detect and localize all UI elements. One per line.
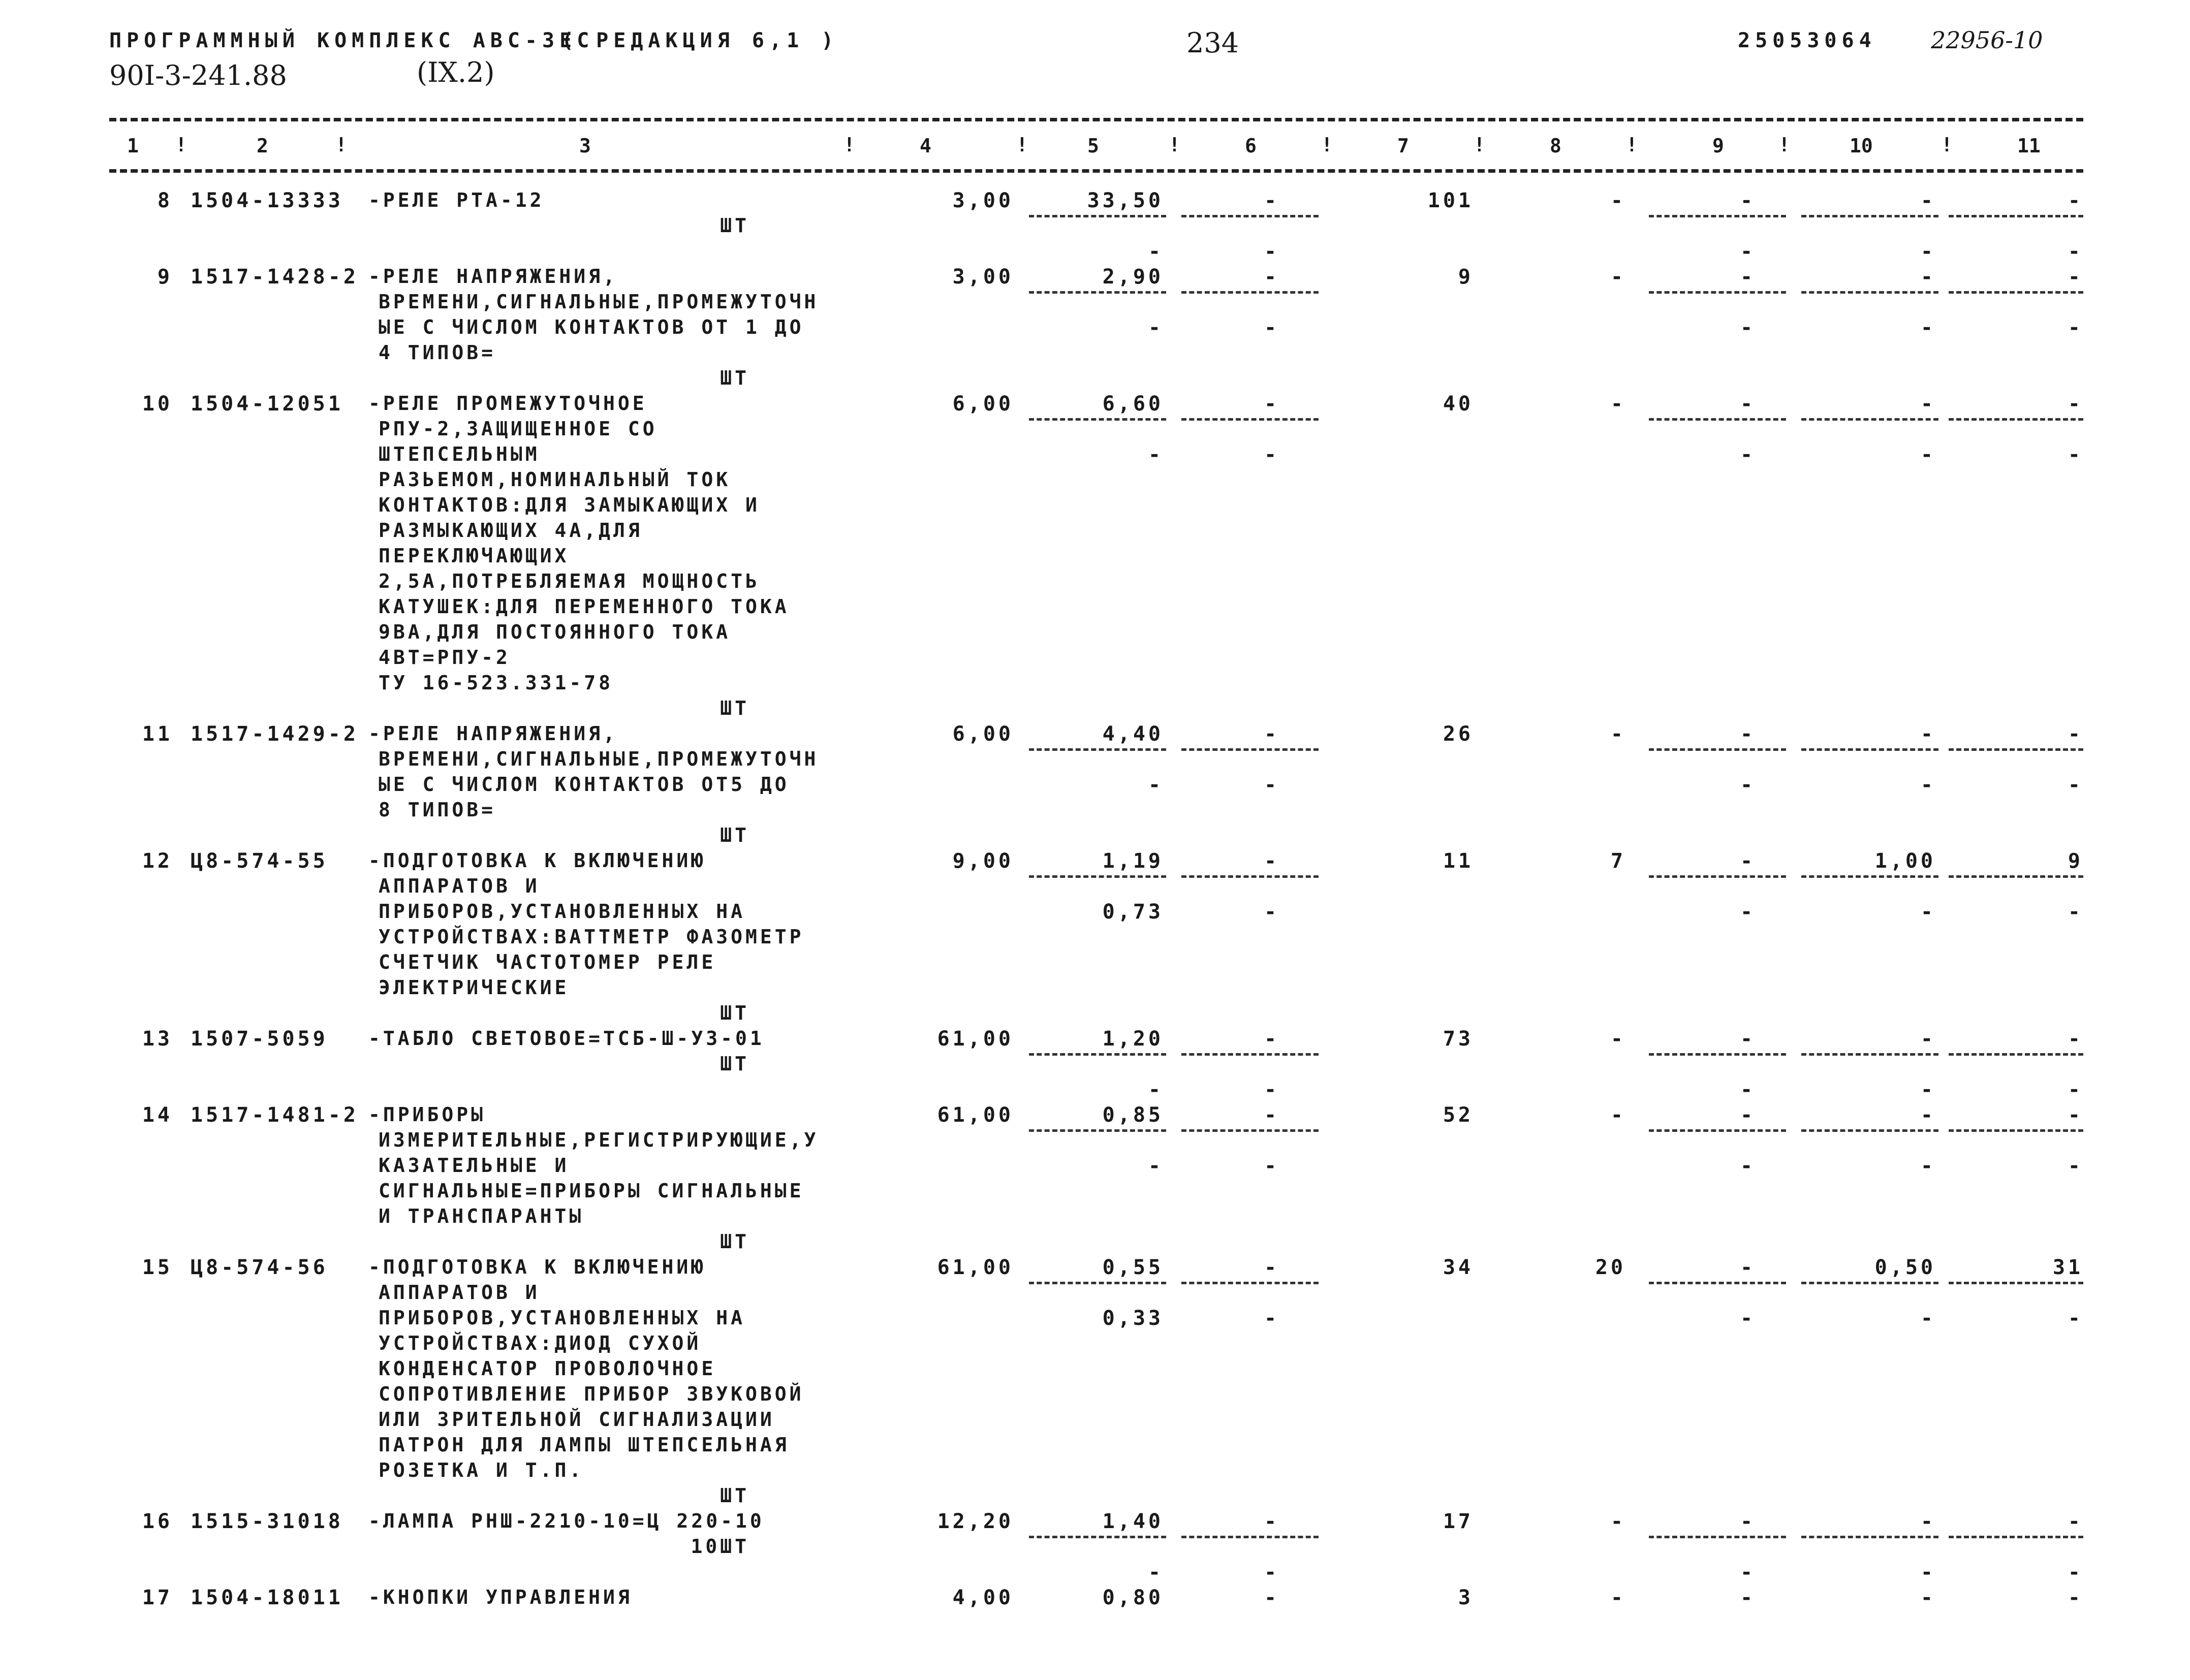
row-number: 11 [142,722,173,746]
row-col9-value: - [1740,1027,1756,1051]
row-code: Ц8-574-55 [191,849,328,873]
col6-separator [1181,1129,1319,1132]
row-col9-value: - [1740,849,1756,873]
row-description-line: ЭЛЕКТРИЧЕСКИЕ [379,976,570,999]
column-header-10: 10 [1850,135,1873,157]
row-col9-sub-value: - [1740,240,1756,263]
row-col5-sub-value: - [1148,240,1164,263]
row-col8-value: 7 [1610,849,1626,873]
col11-separator [1949,1053,2083,1056]
row-col6-value: - [1264,1027,1280,1051]
row-col11-value: - [2068,392,2083,416]
col10-separator [1801,1536,1938,1538]
row-description-line: РАЗМЫКАЮЩИХ 4А,ДЛЯ [379,519,643,542]
row-col5-sub-value: 0,73 [1102,900,1164,924]
row-col5-sub-value: - [1148,1078,1164,1101]
row-description-line: -РЕЛЕ НАПРЯЖЕНИЯ, [368,265,618,288]
col9-separator [1649,875,1786,878]
row-col5-sub-value: 0,33 [1102,1307,1164,1330]
row-description-line: ПАТРОН ДЛЯ ЛАМПЫ ШТЕПСЕЛЬНАЯ [379,1434,790,1456]
row-col9-sub-value: - [1740,443,1756,466]
row-col5-value: 2,90 [1102,265,1164,289]
row-col5-sub-value: - [1148,316,1164,339]
row-col10-sub-value: - [1920,316,1936,339]
col11-separator [1949,291,2083,294]
row-col6-sub-value: - [1264,1561,1280,1584]
col5-separator [1029,1536,1166,1538]
row-col5-value: 0,80 [1102,1586,1164,1609]
row-col7-value: 11 [1443,849,1474,873]
row-quantity: 61,00 [937,1256,1014,1279]
row-col5-sub-value: - [1148,1561,1164,1584]
row-col5-value: 6,60 [1102,392,1164,416]
row-description-line: ПРИБОРОВ,УСТАНОВЛЕННЫХ НА [379,1307,745,1329]
row-col10-value: 1,00 [1874,849,1936,873]
col6-separator [1181,1282,1319,1284]
row-description-line: -ПОДГОТОВКА К ВКЛЮЧЕНИЮ [368,1256,706,1278]
col11-separator [1949,1282,2083,1284]
col5-separator [1029,1129,1166,1132]
row-col5-sub-value: - [1148,1154,1164,1178]
row-description-line: КАТУШЕК:ДЛЯ ПЕРЕМЕННОГО ТОКА [379,595,790,618]
row-col10-value: - [1920,392,1936,416]
row-col7-value: 9 [1458,265,1474,289]
row-col11-value: - [2068,189,2083,212]
row-col5-sub-value: - [1148,773,1164,797]
row-description-line: УСТРОЙСТВАХ:ДИОД СУХОЙ [379,1332,702,1354]
row-col10-sub-value: - [1920,773,1936,797]
row-col11-sub-value: - [2068,240,2083,263]
col9-separator [1649,1536,1786,1538]
col10-separator [1801,215,1938,217]
row-description-line: ВРЕМЕНИ,СИГНАЛЬНЫЕ,ПРОМЕЖУТОЧН [379,748,819,770]
row-col5-value: 1,20 [1102,1027,1164,1051]
col5-separator [1029,1282,1166,1284]
row-quantity: 4,00 [952,1586,1014,1609]
row-unit: ШТ [720,824,749,846]
col6-separator [1181,291,1319,294]
row-description-line: 9ВА,ДЛЯ ПОСТОЯННОГО ТОКА [379,621,731,643]
row-col11-sub-value: - [2068,1154,2083,1178]
row-number: 14 [142,1103,173,1127]
row-col11-value: - [2068,722,2083,746]
row-col9-sub-value: - [1740,1154,1756,1178]
row-col7-value: 40 [1443,392,1474,416]
row-col9-value: - [1740,1256,1756,1279]
row-col5-value: 4,40 [1102,722,1164,746]
column-header-11: 11 [2017,135,2041,157]
row-description-line: ПЕРЕКЛЮЧАЮЩИХ [379,545,570,567]
row-col6-value: - [1264,849,1280,873]
row-code: 1515-31018 [191,1510,343,1533]
row-description-line: ЫЕ С ЧИСЛОМ КОНТАКТОВ ОТ 1 ДО [379,316,804,338]
row-unit: ШТ [720,1053,749,1075]
row-col10-value: - [1920,1103,1936,1127]
row-description-line: ИЗМЕРИТЕЛЬНЫЕ,РЕГИСТРИРУЮЩИЕ,У [379,1129,819,1151]
col6-separator [1181,215,1319,217]
row-code: 1507-5059 [191,1027,328,1051]
col5-separator [1029,875,1166,878]
row-col10-sub-value: - [1920,240,1936,263]
document-page: ПРОГРАММНЫЙ КОМПЛЕКС АВС-3ЕС ( РЕДАКЦИЯ 6,1 ) 234 25053064 22956-10 90I-3-241.88 (IX.2) 1 2 3 4 5 6 7 8 9 10 11 ! ! ! ! ! ! ! ! ! ! 8 1504-13333 -РЕЛЕ РТА-12 ШТ 3,00 33,50 - 101 - - - - - - - - - 9 1517-1428-2 -РЕЛЕ НАПРЯЖЕНИЯ, ВРЕМЕНИ,СИГНАЛЬНЫЕ,ПРОМЕЖУТОЧН ЫЕ С ЧИСЛОМ КОНТАКТОВ ОТ 1 ДО 4 ТИПОВ= ШТ 3,00 2,90 - 9 - - - - - - - - - 10 1504-12051 -РЕЛЕ ПРОМЕЖУТОЧНОЕ РПУ-2,ЗАЩИЩЕННОЕ СО ШТЕПСЕЛЬНЫМ РАЗЬЕМОМ,НОМИНАЛЬНЫЙ ТОК КОНТАКТОВ:ДЛЯ ЗАМЫКАЮЩИХ И РАЗМЫКАЮЩИХ 4А,ДЛЯ ПЕРЕКЛЮЧАЮЩИХ 2,5А,ПОТРЕБЛЯЕМАЯ МОЩНОСТЬ КАТУШЕК:ДЛЯ ПЕРЕМЕННОГО ТОКА 9ВА,ДЛЯ ПОСТОЯННОГО ТОКА 4ВТ=РПУ-2 ТУ 16-523.331-78 ШТ 6,00 6,60 - 40 - - - - - - - - - 11 1517-1429-2 -РЕЛЕ НАПРЯЖЕНИЯ, ВРЕМЕНИ,СИГНАЛЬНЫЕ,ПРОМЕЖУТОЧН ЫЕ С ЧИСЛОМ КОНТАКТОВ ОТ5 ДО 8 ТИПОВ= ШТ 6,00 4,40 - 26 - - - - - - - - - 12 Ц8-574-55 -ПОДГОТОВКА К ВКЛЮЧЕНИЮ АППАРАТОВ И ПРИБОРОВ,УСТАНОВЛЕННЫХ НА УСТРОЙСТВАХ:ВАТТМЕТР ФАЗОМЕТР СЧЕТЧИК ЧАСТОТОМЕР РЕЛЕ ЭЛЕКТРИЧЕСКИЕ ШТ 9,00 1,19 - 11 7 - 1,00 9 0,73 - - - - 13 1507-5059 -ТАБЛО СВЕТОВОЕ=ТСБ-Ш-У3-01 ШТ 61,00 1,20 - 73 - - - - - - - - - 14 1517-1481-2 -ПРИБОРЫ ИЗМЕРИТЕЛЬНЫЕ,РЕГИСТРИРУЮЩИЕ,У КАЗАТЕЛЬНЫЕ И СИГНАЛЬНЫЕ=ПРИБОРЫ СИГНАЛЬНЫЕ И ТРАНСПАРАНТЫ ШТ 61,00 0,85 - 52 - - - - - - - - - 15 Ц8-574-56 -ПОДГОТОВКА К ВКЛЮЧЕНИЮ АППАРАТОВ И ПРИБОРОВ,УСТАНОВЛЕННЫХ НА УСТРОЙСТВАХ:ДИОД СУХОЙ КОНДЕНСАТОР ПРОВОЛОЧНОЕ СОПРОТИВЛЕНИЕ ПРИБОР ЗВУКОВОЙ ИЛИ ЗРИТЕЛЬНОЙ СИГНАЛИЗАЦИИ ПАТРОН ДЛЯ ЛАМПЫ ШТЕПСЕЛЬНАЯ РОЗЕТКА И Т.П. ШТ 61,00 0,55 - 34 20 - 0,50 31 0,33 - - - - 16 1515-31018 -ЛАМПА РНШ-2210-10=Ц 220-10 10ШТ 12,20 1,40 - 17 - - - - - - - - - 17 1504-18011 -КНОПКИ УПРАВЛЕНИЯ 4,00 0,80 - 3 - - - - [109,26,2083,1609]
row-description-line: СЧЕТЧИК ЧАСТОТОМЕР РЕЛЕ [379,951,716,973]
row-col8-value: - [1610,722,1626,746]
edition-label: ( РЕДАКЦИЯ 6,1 ) [561,29,839,52]
row-description-line: СОПРОТИВЛЕНИЕ ПРИБОР ЗВУКОВОЙ [379,1383,804,1405]
row-unit: ШТ [720,367,749,389]
col11-separator [1949,1129,2083,1132]
row-col6-value: - [1264,1256,1280,1279]
col9-separator [1649,1053,1786,1056]
row-number: 13 [142,1027,173,1051]
row-col6-sub-value: - [1264,1154,1280,1178]
row-col11-sub-value: - [2068,316,2083,339]
row-description-line: 8 ТИПОВ= [379,799,496,821]
col10-separator [1801,875,1938,878]
row-description-line: -ЛАМПА РНШ-2210-10=Ц 220-10 [368,1510,765,1532]
col10-separator [1801,418,1938,421]
row-col5-sub-value: - [1148,443,1164,466]
row-col6-sub-value: - [1264,316,1280,339]
col10-separator [1801,291,1938,294]
row-col5-value: 0,55 [1102,1256,1164,1279]
row-number: 12 [142,849,173,873]
col9-separator [1649,291,1786,294]
column-header-8: 8 [1550,135,1561,157]
row-col8-value: - [1610,1027,1626,1051]
row-col11-value: - [2068,1103,2083,1127]
row-description-line: -ПОДГОТОВКА К ВКЛЮЧЕНИЮ [368,849,706,872]
col10-separator [1801,1129,1938,1132]
document-code: 25053064 [1738,29,1876,52]
row-col10-sub-value: - [1920,1154,1936,1178]
row-col11-value: 31 [2052,1256,2083,1279]
row-col6-sub-value: - [1264,773,1280,797]
row-number: 16 [142,1510,173,1533]
column-header-5: 5 [1087,135,1099,157]
col9-separator [1649,1282,1786,1284]
document-number: 22956-10 [1931,26,2043,54]
col6-separator [1181,875,1319,878]
row-code: 1517-1428-2 [191,265,359,289]
row-description-line: АППАРАТОВ И [379,875,540,897]
row-col9-value: - [1740,392,1756,416]
col11-separator [1949,418,2083,421]
row-description-line: ТУ 16-523.331-78 [379,672,614,694]
row-quantity: 6,00 [952,722,1014,746]
row-description-line: КОНДЕНСАТОР ПРОВОЛОЧНОЕ [379,1357,716,1380]
row-description-line: 4 ТИПОВ= [379,341,496,364]
row-col11-sub-value: - [2068,443,2083,466]
col11-separator [1949,875,2083,878]
row-unit: 10ШТ [691,1535,749,1558]
row-col7-value: 73 [1443,1027,1474,1051]
col5-separator [1029,291,1166,294]
row-quantity: 61,00 [937,1103,1014,1127]
row-col10-sub-value: - [1920,443,1936,466]
col11-separator [1949,1536,2083,1538]
row-number: 10 [142,392,173,416]
row-description-line: -КНОПКИ УПРАВЛЕНИЯ [368,1586,633,1608]
row-col9-value: - [1740,189,1756,212]
row-description-line: КАЗАТЕЛЬНЫЕ И [379,1154,570,1177]
row-col9-value: - [1740,722,1756,746]
column-header-2: 2 [257,135,268,157]
row-description-line: ПРИБОРОВ,УСТАНОВЛЕННЫХ НА [379,900,745,923]
row-col10-sub-value: - [1920,1307,1936,1330]
row-col10-value: 0,50 [1874,1256,1936,1279]
row-description-line: АППАРАТОВ И [379,1281,540,1304]
row-col11-sub-value: - [2068,773,2083,797]
row-col6-value: - [1264,1510,1280,1533]
row-description-line: ЫЕ С ЧИСЛОМ КОНТАКТОВ ОТ5 ДО [379,773,790,796]
row-col11-value: - [2068,1586,2083,1609]
row-col7-value: 101 [1427,189,1474,212]
row-col11-value: - [2068,1027,2083,1051]
row-col6-sub-value: - [1264,1078,1280,1101]
row-col5-value: 0,85 [1102,1103,1164,1127]
column-header-4: 4 [920,135,931,157]
row-col9-value: - [1740,1103,1756,1127]
row-col11-sub-value: - [2068,900,2083,924]
row-col11-sub-value: - [2068,1561,2083,1584]
row-description-line: -РЕЛЕ ПРОМЕЖУТОЧНОЕ [368,392,647,415]
row-quantity: 61,00 [937,1027,1014,1051]
row-description-line: РОЗЕТКА И Т.П. [379,1459,584,1481]
col9-separator [1649,215,1786,217]
row-code: 1504-13333 [191,189,343,212]
row-col8-value: - [1610,265,1626,289]
col9-separator [1649,418,1786,421]
section-number: (IX.2) [417,56,495,88]
row-description-line: И ТРАНСПАРАНТЫ [379,1205,584,1227]
row-col8-value: 20 [1595,1256,1626,1279]
row-quantity: 3,00 [952,265,1014,289]
row-description-line: ИЛИ ЗРИТЕЛЬНОЙ СИГНАЛИЗАЦИИ [379,1408,775,1431]
program-title: ПРОГРАММНЫЙ КОМПЛЕКС АВС-3ЕС [109,29,595,52]
col6-separator [1181,1536,1319,1538]
row-description-line: СИГНАЛЬНЫЕ=ПРИБОРЫ СИГНАЛЬНЫЕ [379,1180,804,1202]
row-description-line: 4ВТ=РПУ-2 [379,646,511,669]
column-header-6: 6 [1245,135,1257,157]
row-col6-value: - [1264,265,1280,289]
row-col10-sub-value: - [1920,900,1936,924]
row-col11-value: - [2068,265,2083,289]
row-description-line: -ТАБЛО СВЕТОВОЕ=ТСБ-Ш-У3-01 [368,1027,765,1050]
row-col10-value: - [1920,1586,1936,1609]
col10-separator [1801,748,1938,751]
page-number: 234 [1186,27,1239,59]
col5-separator [1029,1053,1166,1056]
column-header-1: 1 [127,135,139,157]
row-col9-sub-value: - [1740,316,1756,339]
row-col6-value: - [1264,1586,1280,1609]
row-unit: ШТ [720,1230,749,1253]
row-code: 1517-1481-2 [191,1103,359,1127]
col11-separator [1949,748,2083,751]
row-description-line: УСТРОЙСТВАХ:ВАТТМЕТР ФАЗОМЕТР [379,926,804,948]
row-unit: ШТ [720,1484,749,1507]
col10-separator [1801,1282,1938,1284]
col9-separator [1649,1129,1786,1132]
row-col9-sub-value: - [1740,1307,1756,1330]
row-col10-sub-value: - [1920,1078,1936,1101]
row-col8-value: - [1610,189,1626,212]
row-col6-sub-value: - [1264,240,1280,263]
row-col9-sub-value: - [1740,1561,1756,1584]
row-col6-value: - [1264,1103,1280,1127]
row-col7-value: 17 [1443,1510,1474,1533]
row-quantity: 9,00 [952,849,1014,873]
row-description-line: ШТЕПСЕЛЬНЫМ [379,443,540,465]
row-description-line: РПУ-2,ЗАЩИЩЕННОЕ СО [379,418,658,440]
column-header-3: 3 [579,135,591,157]
row-col11-value: 9 [2068,849,2083,873]
row-number: 9 [157,265,173,289]
row-col11-value: - [2068,1510,2083,1533]
col5-separator [1029,418,1166,421]
row-col7-value: 52 [1443,1103,1474,1127]
header-top-rule [109,118,2083,121]
row-col8-value: - [1610,1586,1626,1609]
row-col9-value: - [1740,1510,1756,1533]
row-col7-value: 3 [1458,1586,1474,1609]
row-col8-value: - [1610,1510,1626,1533]
row-col6-sub-value: - [1264,1307,1280,1330]
row-description-line: -РЕЛЕ НАПРЯЖЕНИЯ, [368,722,618,745]
row-col8-value: - [1610,1103,1626,1127]
col5-separator [1029,215,1166,217]
row-col10-sub-value: - [1920,1561,1936,1584]
row-col7-value: 34 [1443,1256,1474,1279]
row-col9-value: - [1740,265,1756,289]
row-quantity: 3,00 [952,189,1014,212]
column-header-7: 7 [1397,135,1409,157]
col5-separator [1029,748,1166,751]
row-unit: ШТ [720,697,749,719]
row-col9-sub-value: - [1740,1078,1756,1101]
row-col5-value: 1,40 [1102,1510,1164,1533]
row-col7-value: 26 [1443,722,1474,746]
row-col6-sub-value: - [1264,900,1280,924]
row-col10-value: - [1920,1510,1936,1533]
col10-separator [1801,1053,1938,1056]
row-number: 8 [157,189,173,212]
header-bottom-rule [109,169,2083,173]
column-header-9: 9 [1712,135,1724,157]
row-description-line: -ПРИБОРЫ [368,1103,486,1126]
row-quantity: 6,00 [952,392,1014,416]
row-col10-value: - [1920,1027,1936,1051]
row-col11-sub-value: - [2068,1307,2083,1330]
row-col5-value: 33,50 [1087,189,1164,212]
row-col10-value: - [1920,265,1936,289]
row-col9-value: - [1740,1586,1756,1609]
row-col10-value: - [1920,189,1936,212]
col9-separator [1649,748,1786,751]
row-unit: ШТ [720,214,749,237]
row-code: 1517-1429-2 [191,722,359,746]
row-col8-value: - [1610,392,1626,416]
row-unit: ШТ [720,1002,749,1024]
row-col11-sub-value: - [2068,1078,2083,1101]
row-description-line: РАЗЬЕМОМ,НОМИНАЛЬНЫЙ ТОК [379,468,731,491]
col6-separator [1181,1053,1319,1056]
row-number: 17 [142,1586,173,1609]
row-quantity: 12,20 [937,1510,1014,1533]
row-col6-value: - [1264,722,1280,746]
row-col6-value: - [1264,189,1280,212]
row-description-line: -РЕЛЕ РТА-12 [368,189,545,211]
row-description-line: ВРЕМЕНИ,СИГНАЛЬНЫЕ,ПРОМЕЖУТОЧН [379,291,819,313]
row-col5-value: 1,19 [1102,849,1164,873]
row-col9-sub-value: - [1740,900,1756,924]
row-code: 1504-12051 [191,392,343,416]
project-number: 90I-3-241.88 [109,59,287,91]
row-number: 15 [142,1256,173,1279]
col6-separator [1181,748,1319,751]
row-col6-sub-value: - [1264,443,1280,466]
row-col9-sub-value: - [1740,773,1756,797]
col6-separator [1181,418,1319,421]
col11-separator [1949,215,2083,217]
row-description-line: 2,5А,ПОТРЕБЛЯЕМАЯ МОЩНОСТЬ [379,570,760,592]
row-code: Ц8-574-56 [191,1256,328,1279]
row-code: 1504-18011 [191,1586,343,1609]
row-col6-value: - [1264,392,1280,416]
row-col10-value: - [1920,722,1936,746]
row-description-line: КОНТАКТОВ:ДЛЯ ЗАМЫКАЮЩИХ И [379,494,760,516]
